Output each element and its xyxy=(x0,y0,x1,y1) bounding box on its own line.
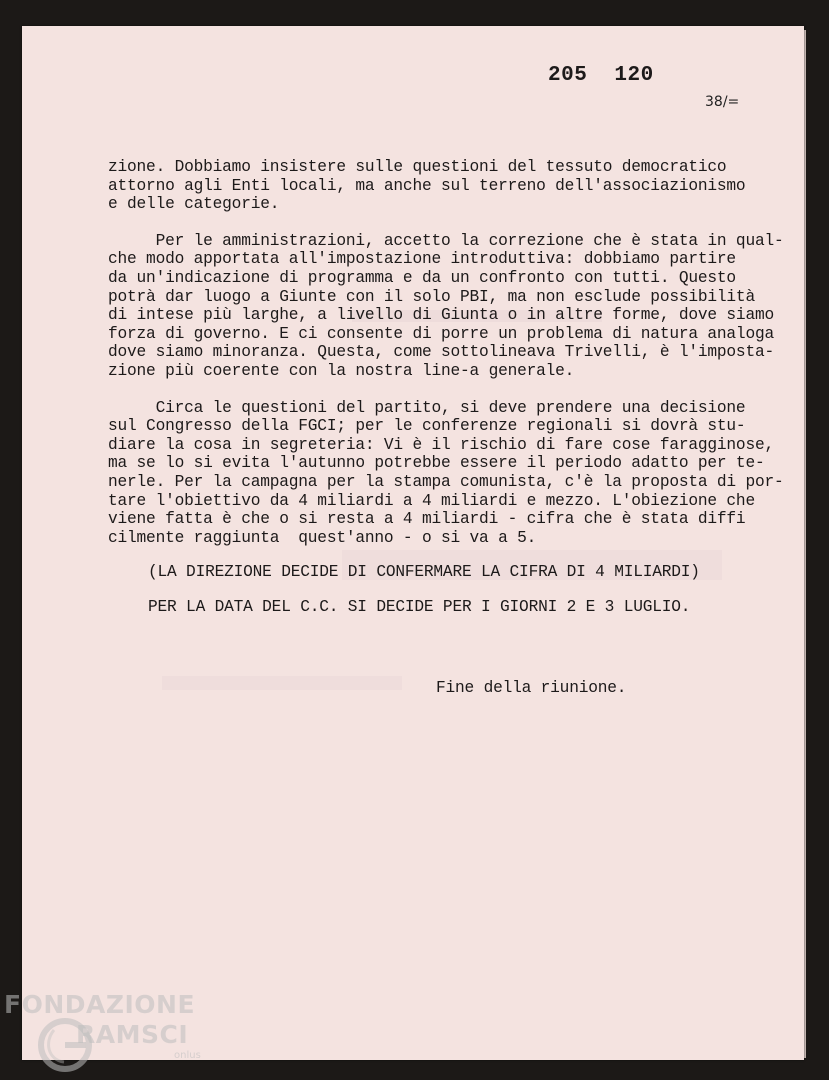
paragraph xyxy=(108,158,798,214)
text-line: forza di governo. E ci consente di porre un problema di natura analoga xyxy=(108,324,774,343)
paragraph xyxy=(108,232,798,381)
date-decision: PER LA DATA DEL C.C. SI DECIDE PER I GIORNI 2 E 3 LUGLIO. xyxy=(148,598,691,616)
text-line: da un'indicazione di programma e da un confronto con tutti. Questo xyxy=(108,268,736,287)
text-line: sul Congresso della FGCI; per le conferenze regionali si dovrà stu- xyxy=(108,417,746,436)
text-line: ma se lo si evita l'autunno potrebbe essere il periodo adatto per te- xyxy=(108,454,765,473)
text-line: potrà dar luogo a Giunte con il solo PBI, ma non esclude possibilità xyxy=(108,287,755,306)
text-line: attorno agli Enti locali, ma anche sul terreno dell'associazionismo xyxy=(108,176,746,195)
text-line: di intese più larghe, a livello di Giunta o in altre forme, dove siamo xyxy=(108,306,774,325)
text-line: zione. Dobbiamo insistere sulle questioni del tessuto democratico xyxy=(108,158,727,176)
fondazione-gramsci-watermark xyxy=(4,990,214,1075)
show-through-mark xyxy=(162,676,402,690)
text-line: cilmente raggiunta quest'anno - o si va a 5. xyxy=(108,528,537,547)
text-line: e delle categorie. xyxy=(108,195,280,214)
text-line: che modo apportata all'impostazione introduttiva: dobbiamo partire xyxy=(108,250,736,269)
closing-line: Fine della riunione. xyxy=(436,679,627,697)
watermark-onlus: onlus xyxy=(174,1050,201,1061)
document-page xyxy=(22,26,804,1060)
text-line: diare la cosa in segreteria: Vi è il rischio di fare cose faragginose, xyxy=(108,435,774,454)
text-line: nerle. Per la campagna per la stampa comunista, c'è la proposta di por- xyxy=(108,472,784,491)
page-reference: 38/= xyxy=(705,94,740,110)
watermark-line2: RAMSCI xyxy=(76,1020,189,1049)
archive-stamp: 205 120 xyxy=(548,64,654,87)
body-text xyxy=(108,158,798,547)
watermark-line1: FONDAZIONE xyxy=(4,990,196,1019)
text-line: dove siamo minoranza. Questa, come sottolineava Trivelli, è l'imposta- xyxy=(108,343,774,362)
text-line: tare l'obiettivo da 4 miliardi a 4 miliardi e mezzo. L'obiezione che xyxy=(108,491,755,510)
text-line: zione più coerente con la nostra line-a generale. xyxy=(108,361,575,380)
paragraph xyxy=(108,399,798,548)
text-line: viene fatta è che o si resta a 4 miliardi - cifra che è stata diffi xyxy=(108,510,746,529)
text-line: Circa le questioni del partito, si deve prendere una decisione xyxy=(108,398,746,417)
decision-statement: (LA DIREZIONE DECIDE DI CONFERMARE LA CIFRA DI 4 MILIARDI) xyxy=(148,563,700,581)
text-line: Per le amministrazioni, accetto la correzione che è stata in qual- xyxy=(108,231,784,250)
